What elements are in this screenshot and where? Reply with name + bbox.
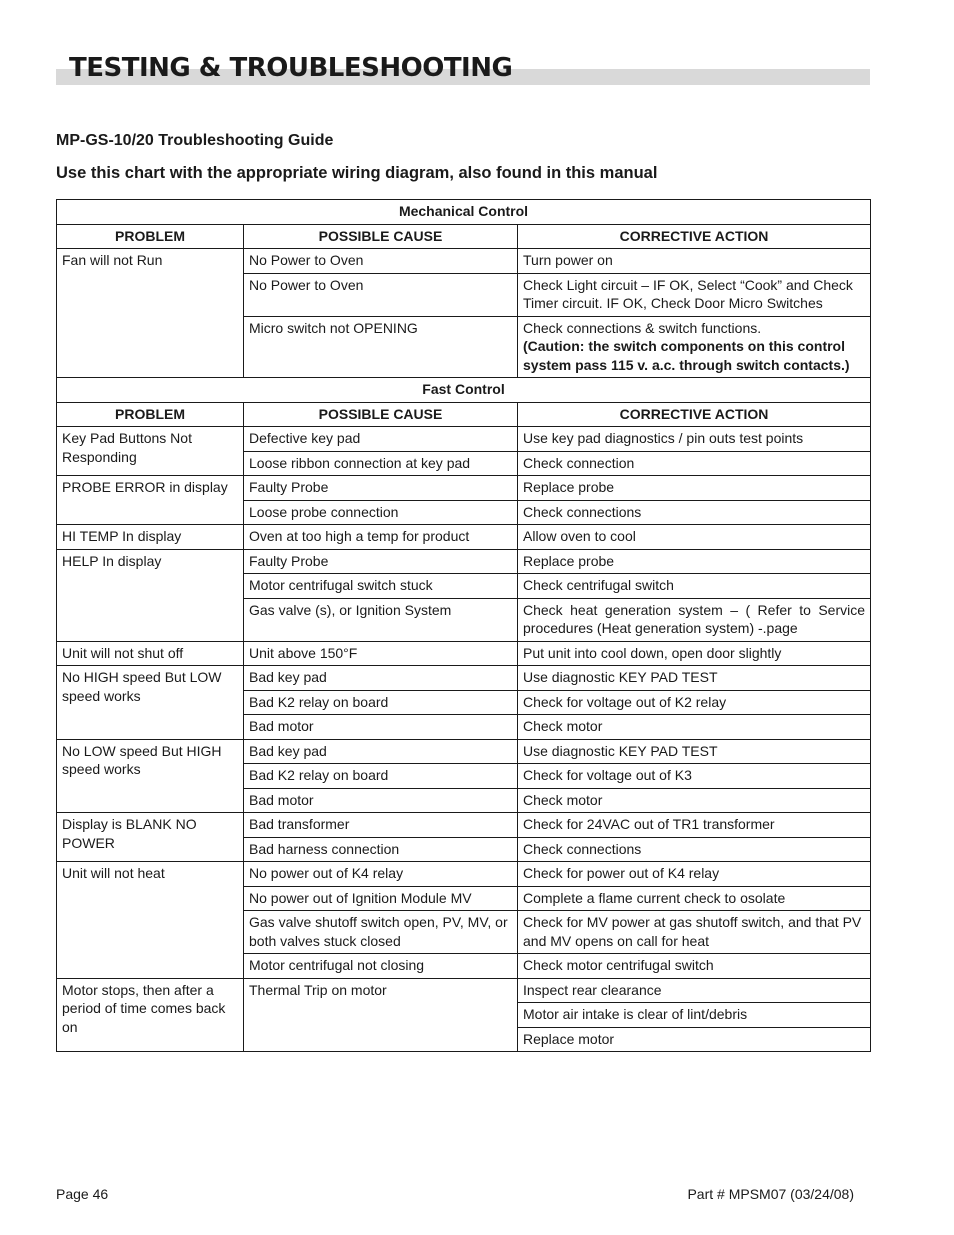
cause-cell: Faulty Probe	[244, 549, 518, 574]
section-title-fast: Fast Control	[57, 378, 871, 403]
table-row	[57, 666, 871, 691]
action-cell: Check for voltage out of K3	[518, 764, 871, 789]
action-cell: Motor air intake is clear of lint/debris	[518, 1003, 871, 1028]
action-cell: Check for voltage out of K2 relay	[518, 690, 871, 715]
cause-cell: No Power to Oven	[244, 249, 518, 274]
action-cell: Use diagnostic KEY PAD TEST	[518, 666, 871, 691]
cause-cell: Bad K2 relay on board	[244, 764, 518, 789]
action-cell: Check motor	[518, 788, 871, 813]
cause-cell: Motor centrifugal not closing	[244, 954, 518, 979]
action-cell: Replace motor	[518, 1027, 871, 1052]
cause-cell: Gas valve (s), or Ignition System	[244, 598, 518, 641]
section-header-row	[57, 378, 871, 403]
table-row	[57, 476, 871, 501]
problem-cell: Key Pad Buttons Not Responding	[57, 427, 244, 476]
cause-cell: Micro switch not OPENING	[244, 316, 518, 378]
action-text: Check connections & switch functions.	[523, 319, 762, 336]
table-row	[57, 813, 871, 838]
section-header-row	[57, 200, 871, 225]
action-cell: Check motor centrifugal switch	[518, 954, 871, 979]
cause-cell: Thermal Trip on motor	[244, 978, 518, 1052]
table-row	[57, 862, 871, 887]
action-cell: Check connections	[518, 500, 871, 525]
problem-cell: Unit will not heat	[57, 862, 244, 979]
table-row	[57, 525, 871, 550]
cause-cell: Loose probe connection	[244, 500, 518, 525]
table-row	[57, 249, 871, 274]
column-header-cause: POSSIBLE CAUSE	[244, 224, 518, 249]
table-row	[57, 641, 871, 666]
action-cell: Replace probe	[518, 476, 871, 501]
action-cell: Inspect rear clearance	[518, 978, 871, 1003]
guide-title: MP-GS-10/20 Troubleshooting Guide	[56, 132, 334, 149]
problem-cell: No LOW speed But HIGH speed works	[57, 739, 244, 813]
cause-cell: Bad transformer	[244, 813, 518, 838]
action-cell: Check for power out of K4 relay	[518, 862, 871, 887]
problem-cell: Unit will not shut off	[57, 641, 244, 666]
cause-cell: Motor centrifugal switch stuck	[244, 574, 518, 599]
table-row	[57, 739, 871, 764]
action-cell: Use diagnostic KEY PAD TEST	[518, 739, 871, 764]
cause-cell: Faulty Probe	[244, 476, 518, 501]
column-header-action: CORRECTIVE ACTION	[518, 224, 871, 249]
table-row	[57, 549, 871, 574]
caution-text: (Caution: the switch components on this control system pass 115 v. a.c. through switch contacts.)	[523, 338, 850, 373]
action-cell: Check connection	[518, 451, 871, 476]
part-number: Part # MPSM07 (03/24/08)	[687, 1186, 854, 1202]
problem-cell: Display is BLANK NO POWER	[57, 813, 244, 862]
table-row	[57, 427, 871, 452]
cause-cell: Bad K2 relay on board	[244, 690, 518, 715]
problem-cell: PROBE ERROR in display	[57, 476, 244, 525]
cause-cell: No power out of K4 relay	[244, 862, 518, 887]
column-header-problem: PROBLEM	[57, 224, 244, 249]
column-header-action: CORRECTIVE ACTION	[518, 402, 871, 427]
cause-cell: No Power to Oven	[244, 273, 518, 316]
action-cell: Complete a flame current check to osolate	[518, 886, 871, 911]
column-header-problem: PROBLEM	[57, 402, 244, 427]
column-header-row	[57, 402, 871, 427]
cause-cell: Unit above 150°F	[244, 641, 518, 666]
cause-cell: Defective key pad	[244, 427, 518, 452]
action-cell: Replace probe	[518, 549, 871, 574]
action-cell: Check Light circuit – IF OK, Select “Cook” and Check Timer circuit. IF OK, Check Door Micro Switches	[518, 273, 871, 316]
cause-cell: Bad motor	[244, 715, 518, 740]
table-row	[57, 978, 871, 1003]
cause-cell: Bad motor	[244, 788, 518, 813]
column-header-row	[57, 224, 871, 249]
cause-cell: No power out of Ignition Module MV	[244, 886, 518, 911]
problem-cell: Fan will not Run	[57, 249, 244, 378]
cause-cell: Bad key pad	[244, 666, 518, 691]
action-cell: Check motor	[518, 715, 871, 740]
problem-cell: HELP In display	[57, 549, 244, 641]
guide-subtitle: Use this chart with the appropriate wiring diagram, also found in this manual	[56, 164, 658, 182]
troubleshooting-table	[56, 199, 871, 1052]
page-number: Page 46	[56, 1186, 109, 1202]
action-cell	[518, 316, 871, 378]
page-title: TESTING & TROUBLESHOOTING	[69, 53, 513, 83]
cause-cell: Loose ribbon connection at key pad	[244, 451, 518, 476]
section-title-mechanical: Mechanical Control	[57, 200, 871, 225]
action-cell: Turn power on	[518, 249, 871, 274]
action-cell: Put unit into cool down, open door slightly	[518, 641, 871, 666]
cause-cell: Bad harness connection	[244, 837, 518, 862]
column-header-cause: POSSIBLE CAUSE	[244, 402, 518, 427]
problem-cell: Motor stops, then after a period of time comes back on	[57, 978, 244, 1052]
action-cell: Allow oven to cool	[518, 525, 871, 550]
cause-cell: Gas valve shutoff switch open, PV, MV, or both valves stuck closed	[244, 911, 518, 954]
cause-cell: Oven at too high a temp for product	[244, 525, 518, 550]
problem-cell: HI TEMP In display	[57, 525, 244, 550]
action-cell: Check for MV power at gas shutoff switch, and that PV and MV opens on call for heat	[518, 911, 871, 954]
action-cell: Check for 24VAC out of TR1 transformer	[518, 813, 871, 838]
problem-cell: No HIGH speed But LOW speed works	[57, 666, 244, 740]
action-cell: Check connections	[518, 837, 871, 862]
action-cell: Check heat generation system – ( Refer to Service procedures (Heat generation system) -.page	[518, 598, 871, 641]
action-cell: Check centrifugal switch	[518, 574, 871, 599]
action-cell: Use key pad diagnostics / pin outs test points	[518, 427, 871, 452]
cause-cell: Bad key pad	[244, 739, 518, 764]
